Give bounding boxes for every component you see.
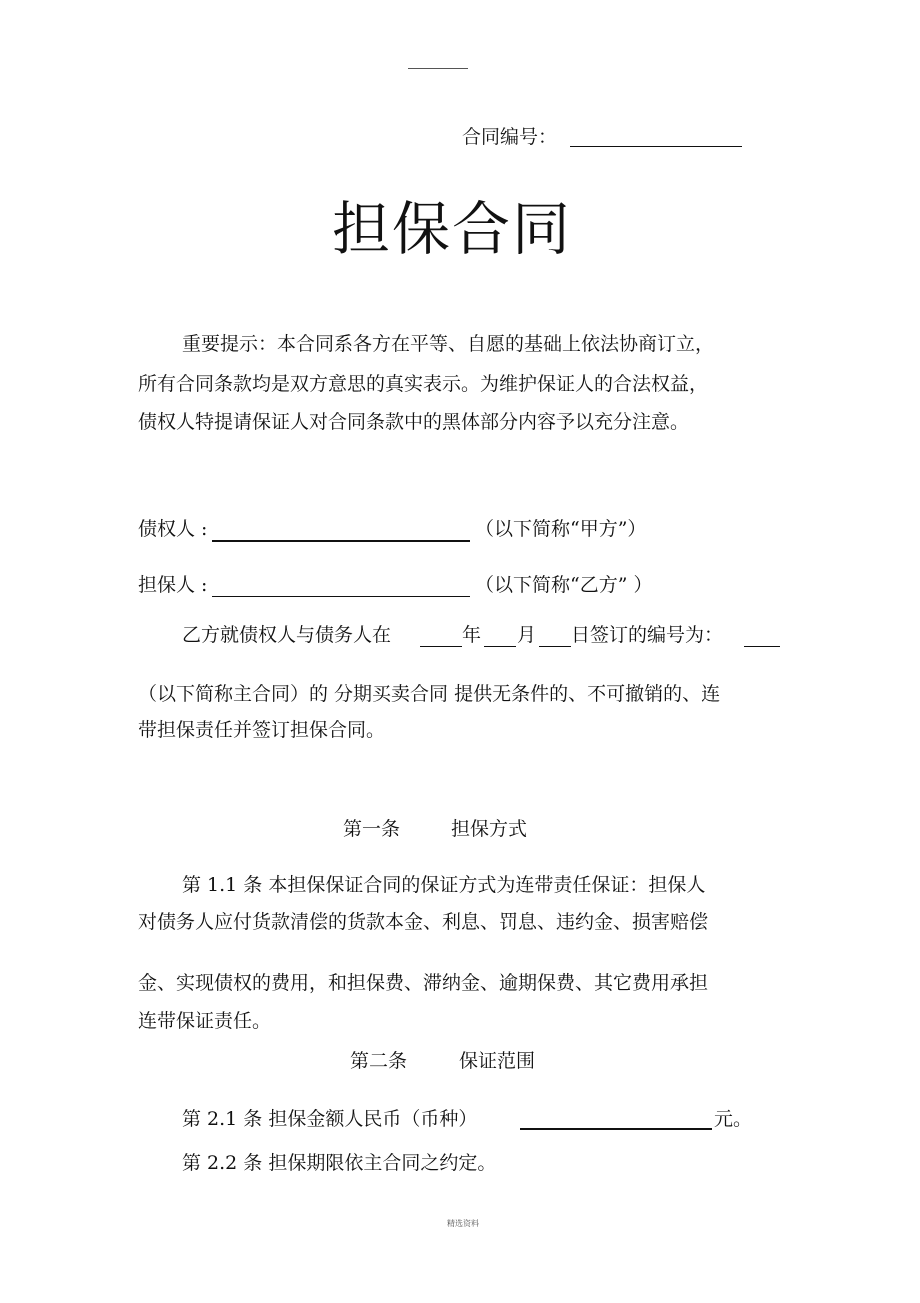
intro-month: 月 bbox=[517, 624, 537, 646]
notice-line-2: 所有合同条款均是双方意思的真实表示。为维护保证人的合法权益， bbox=[138, 373, 709, 395]
page-footer: 精选资料 bbox=[447, 1219, 479, 1228]
contract-no-label: 合同编号： bbox=[462, 126, 558, 148]
guarantor-label: 担保人 : bbox=[138, 574, 208, 596]
clause-1-1-line-1: 第 1.1 条 本担保保证合同的保证方式为连带责任保证：担保人 bbox=[182, 874, 706, 896]
clause-2-1-label: 第 2.1 条 担保金额人民币（币种） bbox=[182, 1108, 478, 1130]
day-blank bbox=[539, 646, 571, 647]
month-blank bbox=[484, 646, 516, 647]
intro-day-text: 日签订的编号为： bbox=[571, 624, 724, 646]
creditor-blank bbox=[212, 540, 470, 542]
article-1-title: 担保方式 bbox=[451, 818, 528, 840]
article-2-title: 保证范围 bbox=[459, 1050, 536, 1072]
clause-2-1-unit: 元。 bbox=[714, 1108, 753, 1130]
article-2-number: 第二条 bbox=[350, 1050, 408, 1072]
creditor-suffix: （以下简称“甲方”） bbox=[475, 518, 647, 540]
clause-1-1-line-2: 对债务人应付货款清偿的货款本金、利息、罚息、违约金、损害赔偿 bbox=[138, 911, 709, 933]
clause-2-2: 第 2.2 条 担保期限依主合同之约定。 bbox=[182, 1152, 497, 1174]
amount-blank bbox=[520, 1128, 712, 1130]
clause-1-1-line-4: 连带保证责任。 bbox=[138, 1010, 272, 1032]
intro-line-1-start: 乙方就债权人与债务人在 bbox=[182, 624, 392, 646]
intro-year: 年 bbox=[462, 624, 482, 646]
creditor-label: 债权人 : bbox=[138, 518, 208, 540]
article-1-number: 第一条 bbox=[343, 818, 401, 840]
clause-1-1-line-3: 金、实现债权的费用，和担保费、滞纳金、逾期保费、其它费用承担 bbox=[138, 972, 709, 994]
guarantor-suffix: （以下简称“乙方” ） bbox=[475, 574, 653, 596]
notice-line-3: 债权人特提请保证人对合同条款中的黑体部分内容予以充分注意。 bbox=[138, 411, 690, 433]
header-rule bbox=[408, 68, 468, 69]
page-title: 担保合同 bbox=[332, 195, 573, 263]
notice-line-1: 重要提示：本合同系各方在平等、自愿的基础上依法协商订立， bbox=[182, 333, 715, 355]
contract-no-blank bbox=[570, 146, 742, 147]
year-blank bbox=[420, 646, 462, 647]
guarantor-blank bbox=[212, 596, 470, 597]
intro-line-2: （以下简称主合同）的 分期买卖合同 提供无条件的、不可撤销的、连 bbox=[138, 683, 721, 705]
intro-line-3: 带担保责任并签订担保合同。 bbox=[138, 719, 386, 741]
contract-number-blank bbox=[744, 646, 780, 647]
